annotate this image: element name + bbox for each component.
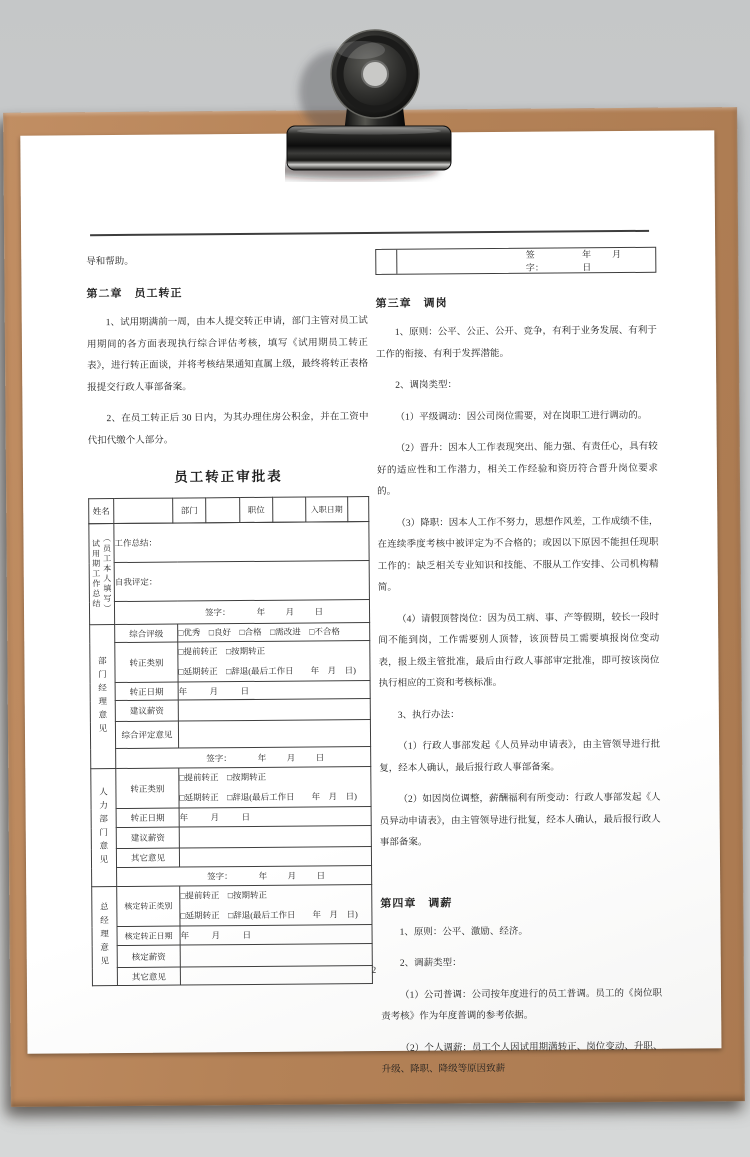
chapter3-heading: 第三章 调岗 [375,297,448,310]
chapter2-heading: 第二章 员工转正 [86,287,183,301]
signature-date: 年 月 日 [582,248,643,273]
checkbox-line-2: □延期转正 □辞退(最后工作日 年 月 日) [180,909,358,921]
rating-checkboxes: □优秀 □良好 □合格 □需改进 □不合格 [178,623,370,643]
row-label: 核定转正日期 [117,926,180,945]
section1-vertical-label [90,534,113,614]
row-label: 转正类别 [115,642,178,682]
checkbox-line-1: □提前转正 □按期转正 [180,889,268,901]
header-position-label: 职位 [240,497,273,522]
section1-signature-row [114,600,369,625]
row-label: 综合评定意见 [115,721,178,748]
signature-label: 签字： [204,607,231,618]
work-summary-cell: 工作总结： [114,522,369,563]
chapter3-paragraph: 1、原则：公平、公正、公开、竞争，有利于业务发展、有利于工作的衔接、有利于发挥潜能。 [375,325,657,360]
transfer-type-checkboxes [178,641,370,683]
signature-box-stub-cell [376,250,398,274]
chapter4-paragraph: （1）公司普调：公司按年度进行的员工普调。员工的《岗位职责考核》作为年度普调的参考依据。 [381,988,663,1022]
approval-form-body [88,521,373,986]
checkbox-line-1: □提前转正 □按期转正 [179,771,267,783]
other-opinion-cell [179,847,371,868]
continuation-text: 导和帮助。 [86,256,134,268]
form-title: 员工转正审批表 [174,468,283,485]
approved-salary-cell [180,944,372,968]
signature-label: 签字： [525,249,544,273]
chapter2-paragraph-2: 2、在员工转正后 30 日内，为其办理住房公积金，并在工资中代扣代缴个人部分。 [87,412,369,446]
header-rule [90,230,649,236]
transfer-type-checkboxes [179,767,371,809]
clip-knob-highlight [337,41,385,59]
chapter3-paragraph: 3、执行办法： [397,709,460,721]
header-dept-value-cell [206,498,240,523]
clip-knob-hole [362,61,388,87]
header-name-value-cell [114,498,173,523]
chapter3-paragraph: （1）平级调动：因公司岗位需要，对在岗职工进行调动的。 [395,410,648,423]
chapter3-paragraph: （1）行政人事部发起《人员异动申请表》，由主管领导进行批复，经本人确认，最后报行政人事部备案。 [379,739,661,774]
clipboard-board [3,107,745,1107]
chapter3-paragraph: （2）晋升：因本人工作表现突出、能力强、有责任心，具有较好的适应性和工作潜力，相关工作经验和资历符合晋升岗位要求的。 [376,441,658,497]
row-label: 核定薪资 [117,945,180,967]
section3-signature-row [117,866,372,887]
row-label: 转正类别 [116,768,179,808]
checkbox-line-1: □提前转正 □按期转正 [178,645,266,657]
binder-clip [285,20,465,182]
signature-date: 年 月 日 [257,751,331,763]
chapter4-paragraph: 2、调薪类型： [399,958,462,969]
chapter4-paragraph: 1、原则：公平、激励、经济。 [399,926,528,938]
chapter3-paragraph: （4）请假顶替岗位：因为员工病、事、产等假期，较长一段时间不能到岗，工作需要别人顶替，该顶替员工需要填报岗位变动表，报上级主管批准，最后由行政人事部审定批准，即可按该岗位执行相应的工资和考核标准。 [378,612,660,689]
transfer-type-checkboxes [180,885,372,927]
section1-label-main: 试用期工作总结 [91,539,102,610]
chapter2-paragraph-1: 1、试用期满前一周，由本人提交转正申请，部门主管对员工试用期间的各方面表现执行综合评估考核，填写《试用期员工转正表》，进行转正面谈，并将考核结果通知直属上级，最终将转正表格报提交行政人事部备案。 [86,316,369,393]
row-label: 建议薪资 [115,700,178,721]
header-dept-label: 部门 [173,498,206,523]
left-column [86,253,373,986]
signature-overflow-box [375,247,656,275]
header-position-value-cell [273,497,306,522]
section3-vertical-label-cell [91,769,117,887]
suggested-salary-cell [179,826,371,849]
header-hiredate-label: 入职日期 [306,497,348,522]
chapter3-paragraph: （3）降职：因本人工作不努力，思想作风差，工作成绩不佳，在连续季度考核中被评定为不合格的；或因以下原因不能担任现职工作的：缺乏相关专业知识和技能、不服从工作安排、公司机构精简。 [377,516,659,593]
section3-vertical-label: 人力部门意见 [98,787,110,869]
row-label: 其它意见 [117,967,180,985]
checkbox-line-2: □延期转正 □辞退(最后工作日 年 月 日) [179,791,357,803]
section2-vertical-label-cell [90,625,116,769]
row-label: 核定转正类别 [117,886,180,926]
header-name-label: 姓名 [89,499,114,524]
section1-vertical-label-cell [89,524,115,625]
signature-label: 签字： [207,871,233,882]
signature-date: 年 月 日 [256,606,330,617]
chapter4-paragraph: （2）个人调薪：员工个人因试用期满转正、岗位变动、升职、升级、降职、降级等原因致薪 [381,1041,663,1075]
self-evaluation-cell: 自我评定： [114,561,369,602]
section4-vertical-label: 总经理意见 [99,902,110,970]
chapter3-paragraph: 2、调岗类型： [395,380,458,391]
row-label: 综合评级 [115,624,178,642]
suggested-salary-cell [178,699,370,722]
header-hiredate-value-cell [348,497,369,522]
page-number: 2 [371,965,377,977]
section2-vertical-label: 部门经理意见 [97,656,109,738]
date-cell: 年 月 日 [180,925,372,946]
section1-label-sub: （员工本人填写） [102,534,113,615]
signature-date: 年 月 日 [258,870,332,881]
date-cell: 年 月 日 [179,807,371,828]
date-cell: 年 月 日 [178,681,370,701]
row-label: 其它意见 [116,848,179,867]
signature-label: 签字： [206,752,232,763]
chapter4-heading: 第四章 调薪 [380,896,453,910]
clip-bar-highlight [297,128,441,135]
checkbox-line-2: □延期转正 □辞退(最后工作日 年 月 日) [178,665,356,677]
row-label: 建议薪资 [116,827,179,848]
row-label: 转正日期 [116,808,179,827]
overall-opinion-cell [178,720,370,749]
section2-signature-row [116,747,371,769]
row-label: 转正日期 [115,682,178,700]
chapter3-paragraph: （2）如因岗位调整，薪酬福利有所变动：行政人事部发起《人员异动申请表》，由主管领导进行批复，经本人确认，最后报行政人事部备案。 [379,792,661,848]
approval-form-header-row [88,496,369,524]
document-page [20,130,721,1075]
